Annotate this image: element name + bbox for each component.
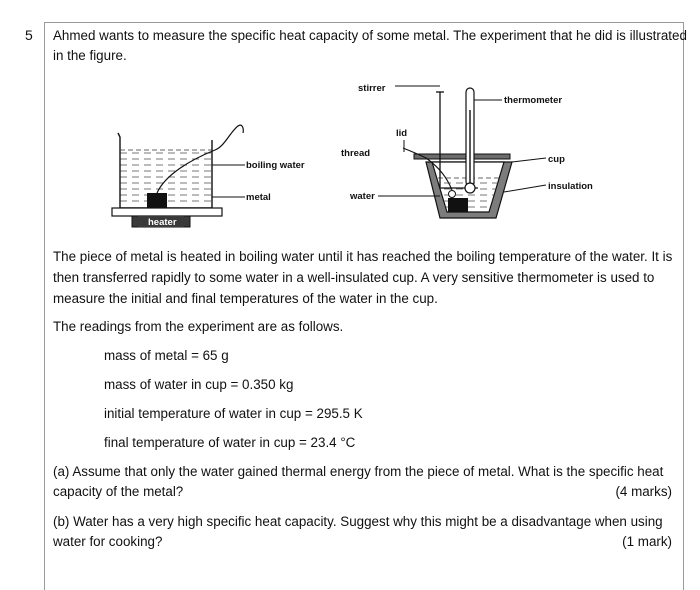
question-number: 5 xyxy=(25,27,33,43)
part-a-line2: capacity of the metal? xyxy=(53,484,184,499)
heater-plate xyxy=(112,208,222,216)
label-water: water xyxy=(350,191,375,202)
part-b-line2: water for cooking? xyxy=(53,534,163,549)
label-thermometer: thermometer xyxy=(504,95,563,106)
readings-intro: The readings from the experiment are as follows. xyxy=(53,319,344,334)
part-a-marks: (4 marks) xyxy=(615,484,672,499)
metal-in-cup xyxy=(448,198,468,212)
label-stirrer: stirrer xyxy=(358,83,386,94)
label-lid: lid xyxy=(396,128,408,139)
reading-mass-water: mass of water in cup = 0.350 kg xyxy=(104,377,294,392)
beaker-apparatus xyxy=(112,125,245,227)
label-insulation: insulation xyxy=(548,181,593,192)
body-para1-line1: The piece of metal is heated in boiling water until it has reached the boiling temperature of the water. It is xyxy=(53,249,673,264)
body-para1-line3: measure the initial and final temperatures of the water in the cup. xyxy=(53,291,438,306)
intro-line-1: Ahmed wants to measure the specific heat capacity of some metal. The experiment that he did is illustrated xyxy=(53,28,687,43)
reading-initial-temp: initial temperature of water in cup = 295.5 K xyxy=(104,406,363,421)
part-b-line1: (b) Water has a very high specific heat capacity. Suggest why this might be a disadvantage when using xyxy=(53,514,663,529)
label-metal: metal xyxy=(246,192,271,203)
reading-mass-metal: mass of metal = 65 g xyxy=(104,348,229,363)
part-a-line1: (a) Assume that only the water gained thermal energy from the piece of metal. What is the specific heat xyxy=(53,464,664,479)
label-boiling-water: boiling water xyxy=(246,160,305,171)
label-thread: thread xyxy=(341,148,371,159)
label-heater: heater xyxy=(148,217,177,228)
body-para1-line2: then transferred rapidly to some water in a well-insulated cup. A very sensitive thermometer is used to xyxy=(53,270,655,285)
intro-line-2: in the figure. xyxy=(53,48,127,63)
reading-final-temp: final temperature of water in cup = 23.4 °C xyxy=(104,435,356,450)
label-cup: cup xyxy=(548,154,565,165)
metal-block xyxy=(147,193,167,208)
lid-shape xyxy=(414,154,510,159)
part-b-marks: (1 mark) xyxy=(622,534,672,549)
